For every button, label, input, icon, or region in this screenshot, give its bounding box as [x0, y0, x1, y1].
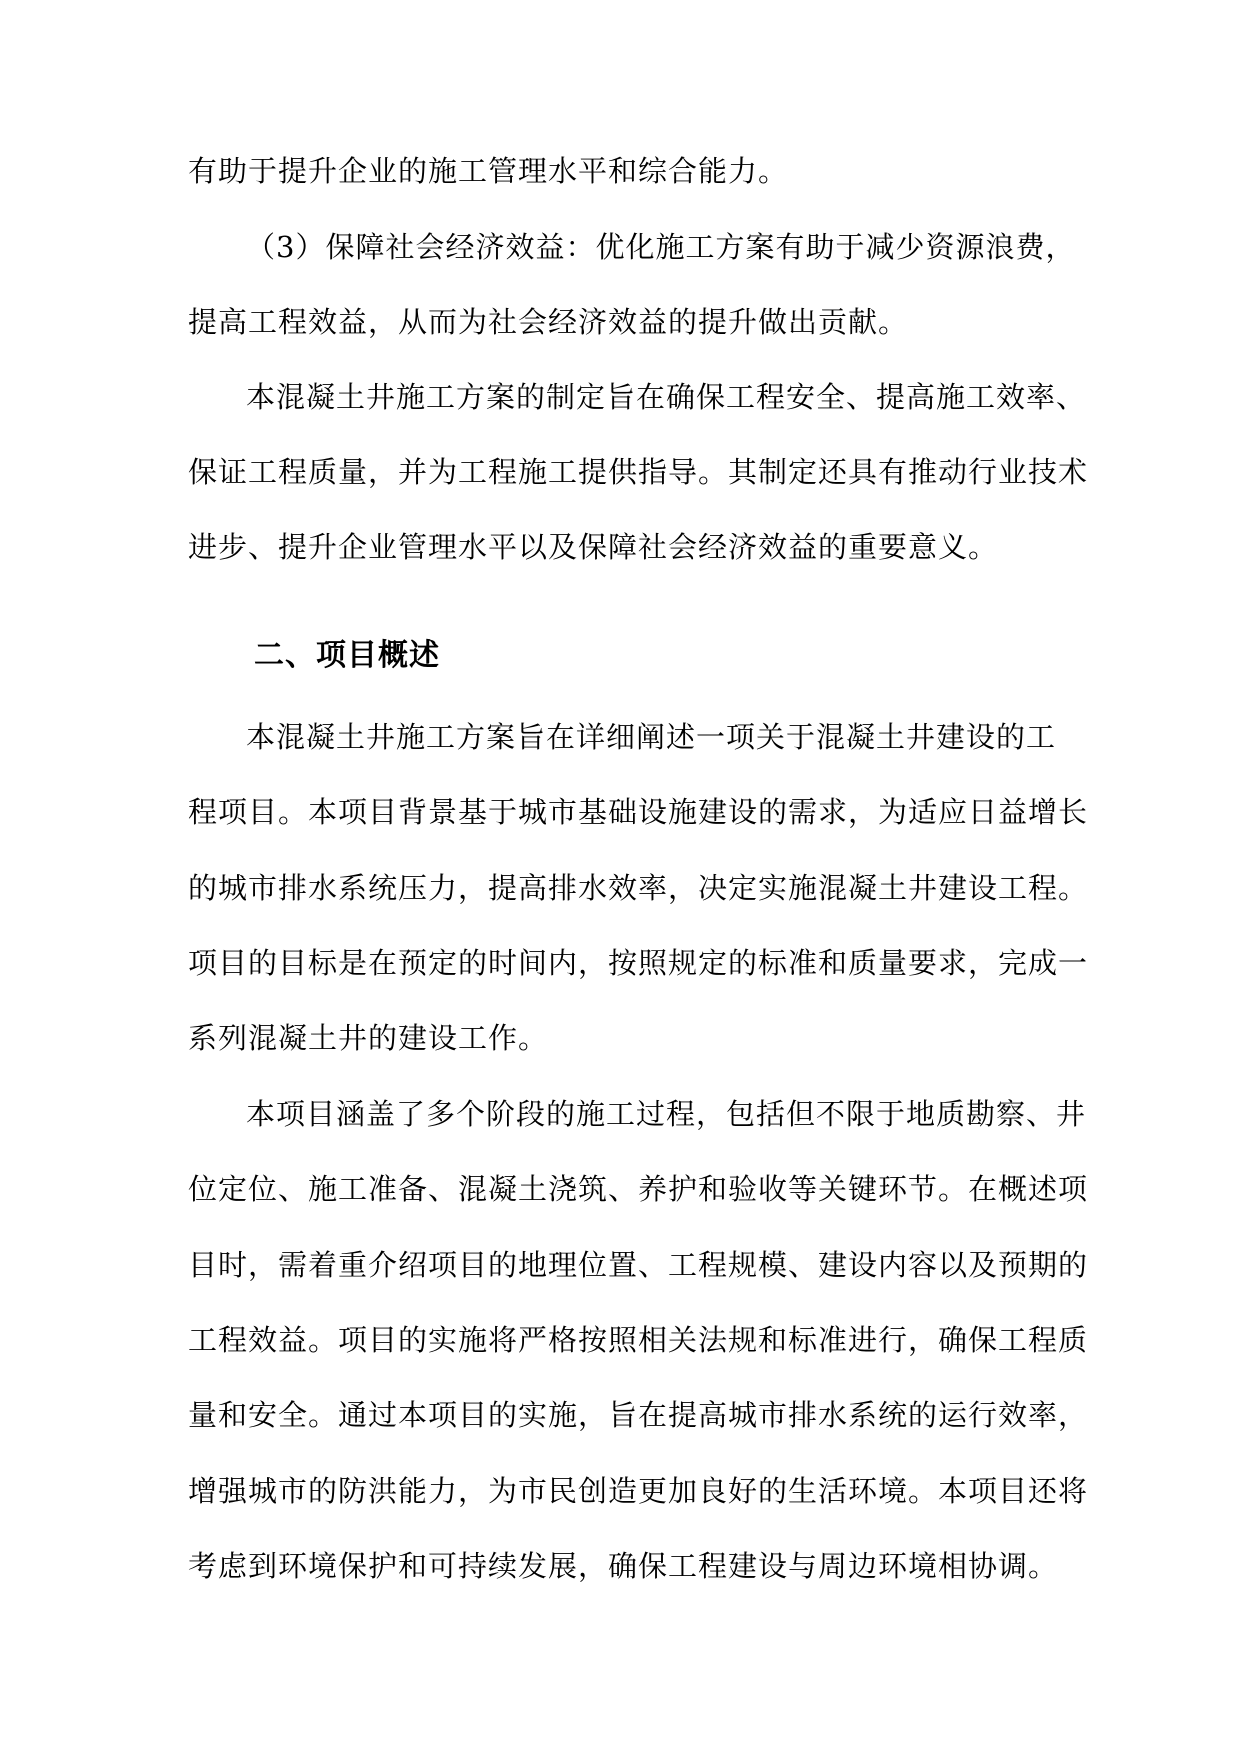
text-line: 项目的目标是在预定的时间内，按照规定的标准和质量要求，完成一: [188, 946, 1089, 980]
text-line: 增强城市的防洪能力，为市民创造更加良好的生活环境。本项目还将: [188, 1474, 1089, 1508]
section-heading: 二、项目概述: [254, 638, 440, 673]
text-line: 程项目。本项目背景基于城市基础设施建设的需求，为适应日益增长: [188, 795, 1089, 829]
text-line: 本混凝土井施工方案旨在详细阐述一项关于混凝土井建设的工: [246, 720, 1057, 754]
text-line: 本混凝土井施工方案的制定旨在确保工程安全、提高施工效率、: [246, 380, 1087, 414]
text-line: 量和安全。通过本项目的实施，旨在提高城市排水系统的运行效率，: [188, 1398, 1089, 1432]
text-line: 本项目涵盖了多个阶段的施工过程，包括但不限于地质勘察、井: [246, 1097, 1087, 1131]
text-line: （3）保障社会经济效益：优化施工方案有助于减少资源浪费，: [246, 230, 1076, 264]
text-line: 目时，需着重介绍项目的地理位置、工程规模、建设内容以及预期的: [188, 1248, 1089, 1282]
text-line: 系列混凝土井的建设工作。: [188, 1021, 549, 1055]
text-line: 保证工程质量，并为工程施工提供指导。其制定还具有推动行业技术: [188, 455, 1089, 489]
text-line: 工程效益。项目的实施将严格按照相关法规和标准进行，确保工程质: [188, 1323, 1089, 1357]
text-line: 有助于提升企业的施工管理水平和综合能力。: [188, 154, 789, 188]
text-line: 位定位、施工准备、混凝土浇筑、养护和验收等关键环节。在概述项: [188, 1172, 1089, 1206]
text-line: 进步、提升企业管理水平以及保障社会经济效益的重要意义。: [188, 530, 999, 564]
text-line: 提高工程效益，从而为社会经济效益的提升做出贡献。: [188, 305, 909, 339]
text-line: 的城市排水系统压力，提高排水效率，决定实施混凝土井建设工程。: [188, 871, 1089, 905]
text-line: 考虑到环境保护和可持续发展，确保工程建设与周边环境相协调。: [188, 1549, 1059, 1583]
